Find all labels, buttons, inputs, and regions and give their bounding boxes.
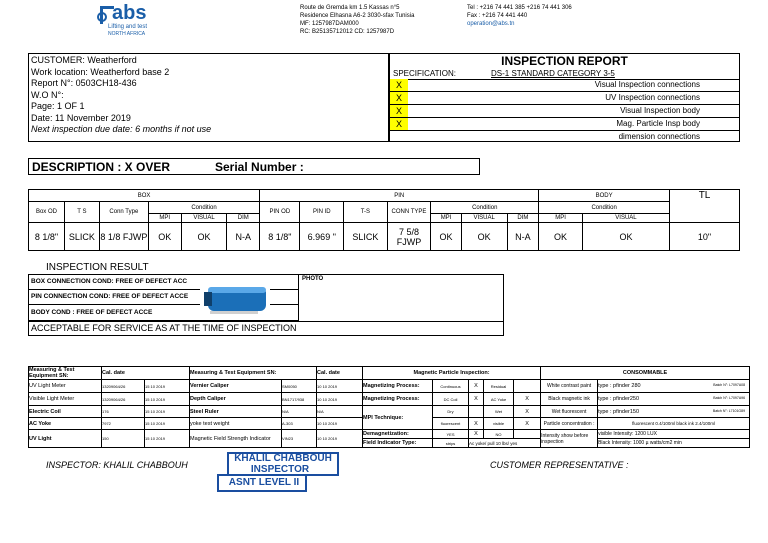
mpi-label: Field Indicator Type: [363,439,433,448]
check-row [390,105,739,118]
consumable-name: White contrast paint [541,380,598,393]
equipment-name: Depth Caliper [190,393,282,406]
check-row [390,118,739,131]
stamp-line: INSPECTOR [250,464,310,475]
consumable-type [598,380,750,393]
address-line: MF: 1257987DAM000 [300,21,359,27]
table-row [29,393,750,406]
body-visual-cell: OK [582,223,669,251]
equipment-cal: N/A [317,406,363,418]
equipment-cal: 15 10 2019 [145,430,190,448]
mpi-mark: X [469,380,484,393]
table-row [29,223,740,251]
box-condition-header: Condition [148,202,259,214]
equipment-sn: A-303 [282,418,317,430]
tl-header: TL [670,190,740,223]
consumable-type-text: type : pfinder 280 [598,383,641,389]
pin-dim-header: DIM [507,214,539,223]
equipment-sn: 176 [102,406,145,418]
mpi-label: Magnetizing Process: [363,393,433,406]
cal-date-header-2: Cal. date [317,367,363,380]
spec-value: DS-1 STANDARD CATEGORY 3-5 [491,69,615,78]
pin-id-cell: 6.969 " [300,223,344,251]
serial-number-label: Serial Number : [215,160,304,174]
equipment-sn: 13209064/26 [102,393,145,406]
next-inspection-date: Next inspection due date: 6 months if not use [31,124,212,134]
check-row [390,79,739,92]
consumable-name: Black magnetic ink [541,393,598,406]
email-link[interactable]: operation@abs.tn [467,21,515,27]
box-dim-header: DIM [227,214,260,223]
equipment-sn: SM0050 [282,380,317,393]
box-conn-cell: 8 1/8 FJWP [99,223,148,251]
body-group-header: BODY [539,190,670,202]
equipment-cal: 15 10 2019 [145,393,190,406]
mpi-option: Ac yoke/ pull 10 lbs/ yes [469,439,541,448]
consumable-name: Wet fluorescent [541,406,598,418]
mpi-option: YES [433,430,469,439]
equipment-name: Visible Light Meter [29,393,102,406]
equipment-cal: 15 10 2019 [145,406,190,418]
consumable-name: Intensity show before inspection [541,430,598,448]
inspection-report-block [389,53,740,142]
stamp-line: KHALIL CHABBOUH [234,453,332,464]
address-line: RC: B25135712012 CD: 1257987D [300,29,395,35]
mpi-label: Magnetizing Process: [363,380,433,393]
equipment-sn: 13209064/26 [102,380,145,393]
inspector-stamp [215,452,341,494]
ts-header: T S [64,202,99,223]
equipment-name: Steel Ruler [190,406,282,418]
equipment-name: Electric Coil [29,406,102,418]
equipment-sn: VIN23 [282,430,317,448]
equipment-sn: N/A [282,406,317,418]
mpi-option: Wet [484,406,514,418]
check-mark: X [390,79,408,91]
description-label: DESCRIPTION : X OVER [32,160,171,174]
box-dim-cell: N-A [227,223,260,251]
table-row [29,380,750,393]
check-mark: X [390,105,408,117]
report-title: INSPECTION REPORT [501,54,628,68]
inspection-table [28,189,740,251]
consumable-batch: Batch N°: L7101G89 [712,408,746,413]
customer-block [28,53,389,142]
consommable-header: CONSOMMABLE [541,367,750,380]
mpi-mark: X [514,393,541,406]
mpi-mark: X [469,393,484,406]
body-result: BODY COND : FREE OF DEFECT ACCE [31,309,153,316]
box-connection-result: BOX CONNECTION COND: FREE OF DEFECT ACC [31,278,188,285]
equipment-cal: 10 10 2019 [317,393,363,406]
box-mpi-header: MPI [148,214,181,223]
mpi-mark: X [514,418,541,430]
equipment-sn: BN1717/938 [282,393,317,406]
mpi-option: Continuous [433,380,469,393]
stamp-line: ASNT LEVEL II [228,477,300,488]
inspector-name: INSPECTOR: KHALIL CHABBOUH [46,460,188,470]
crossover-photo [200,275,270,319]
mpi-option: NO [484,430,514,439]
table-row [29,430,750,439]
check-mark [390,131,408,143]
consumable-batch: Batch N°: L7097A96 [713,396,746,400]
mpi-header: Magnetic Particle Inspection: [363,367,541,380]
box-ts-cell: SLICK [64,223,99,251]
equipment-name: yoke test weight [190,418,282,430]
report-number: Report N°: 0503CH18-436 [31,78,137,88]
work-location: Work location: Weatherford base 2 [31,66,170,77]
company-contact [467,4,572,28]
check-label: Visual Inspection body [620,106,700,115]
check-row [390,131,739,143]
mpi-option: visible [484,418,514,430]
company-logo [90,2,170,38]
wo-number: W.O N°: [31,89,64,100]
photo-label: PHOTO [302,276,324,282]
pin-connection-result: PIN CONNECTION COND: FREE OF DEFECT ACCE [31,293,189,300]
pin-dim-cell: N-A [507,223,539,251]
table-row [29,406,750,418]
consumable-name: Particle concentration : [541,418,598,430]
acceptable-statement: ACCEPTABLE FOR SERVICE AS AT THE TIME OF INSPECTION [31,323,297,333]
mpi-mark: X [514,406,541,418]
address-line: Residence Elhasna A6-2 3030-sfax Tunisia [300,13,415,19]
description-box [28,158,480,175]
mpi-label: Demagnetization: [363,430,433,439]
equipment-sn: 150 [102,430,145,448]
mpi-mark: X [469,430,484,439]
logo-text: abs [112,2,147,24]
mpi-option: Residual [484,380,514,393]
address-line: Route de Gremda km 1.5 Kassas n°5 [300,5,400,11]
mpi-mark: X [469,418,484,430]
logo-subtitle-2: NORTH AFRICA [108,31,146,37]
check-label: Visual Inspection connections [594,80,700,89]
pin-id-header: PIN ID [300,202,344,223]
consumable-type-text: Black Intensity: 1000 µ watts/cm2 min [598,439,750,448]
company-address [300,4,414,36]
box-visual-cell: OK [181,223,227,251]
check-label: Mag. Particle Insp body [616,119,700,128]
equipment-cal: 10 10 2019 [317,380,363,393]
customer-name: CUSTOMER: Weatherford [31,55,137,65]
equipment-cal: 10 10 2019 [317,418,363,430]
inspection-result-title: INSPECTION RESULT [46,262,149,273]
equipment-table [28,366,750,448]
mpi-option: DC Coil [433,393,469,406]
consumable-type-text: type : pfinder250 [598,396,640,402]
body-visual-header: VISUAL [582,214,669,223]
equipment-name: UV Light Meter [29,380,102,393]
pin-mpi-header: MPI [431,214,462,223]
pin-conn-cell: 7 5/8 FJWP [387,223,431,251]
equipment-cal: 15 10 2019 [145,418,190,430]
equipment-name: AC Yoke [29,418,102,430]
consumable-type-text: visible Intensity: 1200 LUX [598,430,750,439]
body-condition-header: Condition [539,202,670,214]
body-mpi-cell: OK [539,223,583,251]
pin-conn-type-header: CONN TYPE [387,202,431,223]
check-label: dimension connections [618,132,700,141]
pin-ts-header: T-S [344,202,388,223]
equipment-sn: 7972 [102,418,145,430]
checklist [390,79,739,143]
fax-line: Fax : +216 74 441 440 [467,13,528,19]
pin-mpi-cell: OK [431,223,462,251]
box-od-header: Box OD [29,202,65,223]
equipment-name: Vernier Caliper [190,380,282,393]
box-od-cell: 8 1/8" [29,223,65,251]
check-mark: X [390,118,408,130]
conn-type-header: Conn Type [99,202,148,223]
mpi-option: Dry [433,406,469,418]
mpi-option: strips [433,439,469,448]
pin-od-header: PIN OD [260,202,300,223]
phone-line: Tel : +216 74 441 385 +216 74 441 306 [467,5,572,11]
box-mpi-cell: OK [148,223,181,251]
cal-date-header: Cal. date [102,367,190,380]
consumable-batch: Batch N°: L7097A08 [713,383,746,387]
consumable-type [598,406,750,418]
check-label: UV Inspection connections [605,93,700,102]
page-number: Page: 1 OF 1 [31,101,85,111]
pin-group-header: PIN [260,190,539,202]
equipment-cal: 15 10 2019 [145,380,190,393]
report-date: Date: 11 November 2019 [31,112,131,123]
consumable-type [598,393,750,406]
logo-subtitle: Lifting and test [108,24,148,30]
pin-ts-cell: SLICK [344,223,388,251]
equipment-cal: 10 10 2019 [317,430,363,448]
mpi-option: AC Yoke [484,393,514,406]
spec-label: SPECIFICATION: [393,69,456,78]
check-row [390,92,739,105]
tl-cell: 10" [670,223,740,251]
mpi-option: fluorescent [433,418,469,430]
equipment-name: UV Light [29,430,102,448]
equipment-header-2: Measuring & Test Equipment SN: [190,367,317,380]
consumable-type-text: fluorescent 0.4/100ml black ink 2.4/100ml [598,418,750,430]
body-mpi-header: MPI [539,214,583,223]
box-visual-header: VISUAL [181,214,227,223]
pin-condition-header: Condition [431,202,539,214]
pin-od-cell: 8 1/8" [260,223,300,251]
customer-representative: CUSTOMER REPRESENTATIVE : [490,460,629,470]
box-group-header: BOX [29,190,260,202]
consumable-type-text: type : pfinder150 [598,408,640,415]
mpi-label: MPI Technique: [363,406,433,430]
check-mark: X [390,92,408,104]
equipment-name: Magnetic Field Strength Indicator [190,430,282,448]
pin-visual-header: VISUAL [461,214,507,223]
equipment-header: Measuring & Test Equipment SN: [29,367,102,380]
pin-visual-cell: OK [461,223,507,251]
